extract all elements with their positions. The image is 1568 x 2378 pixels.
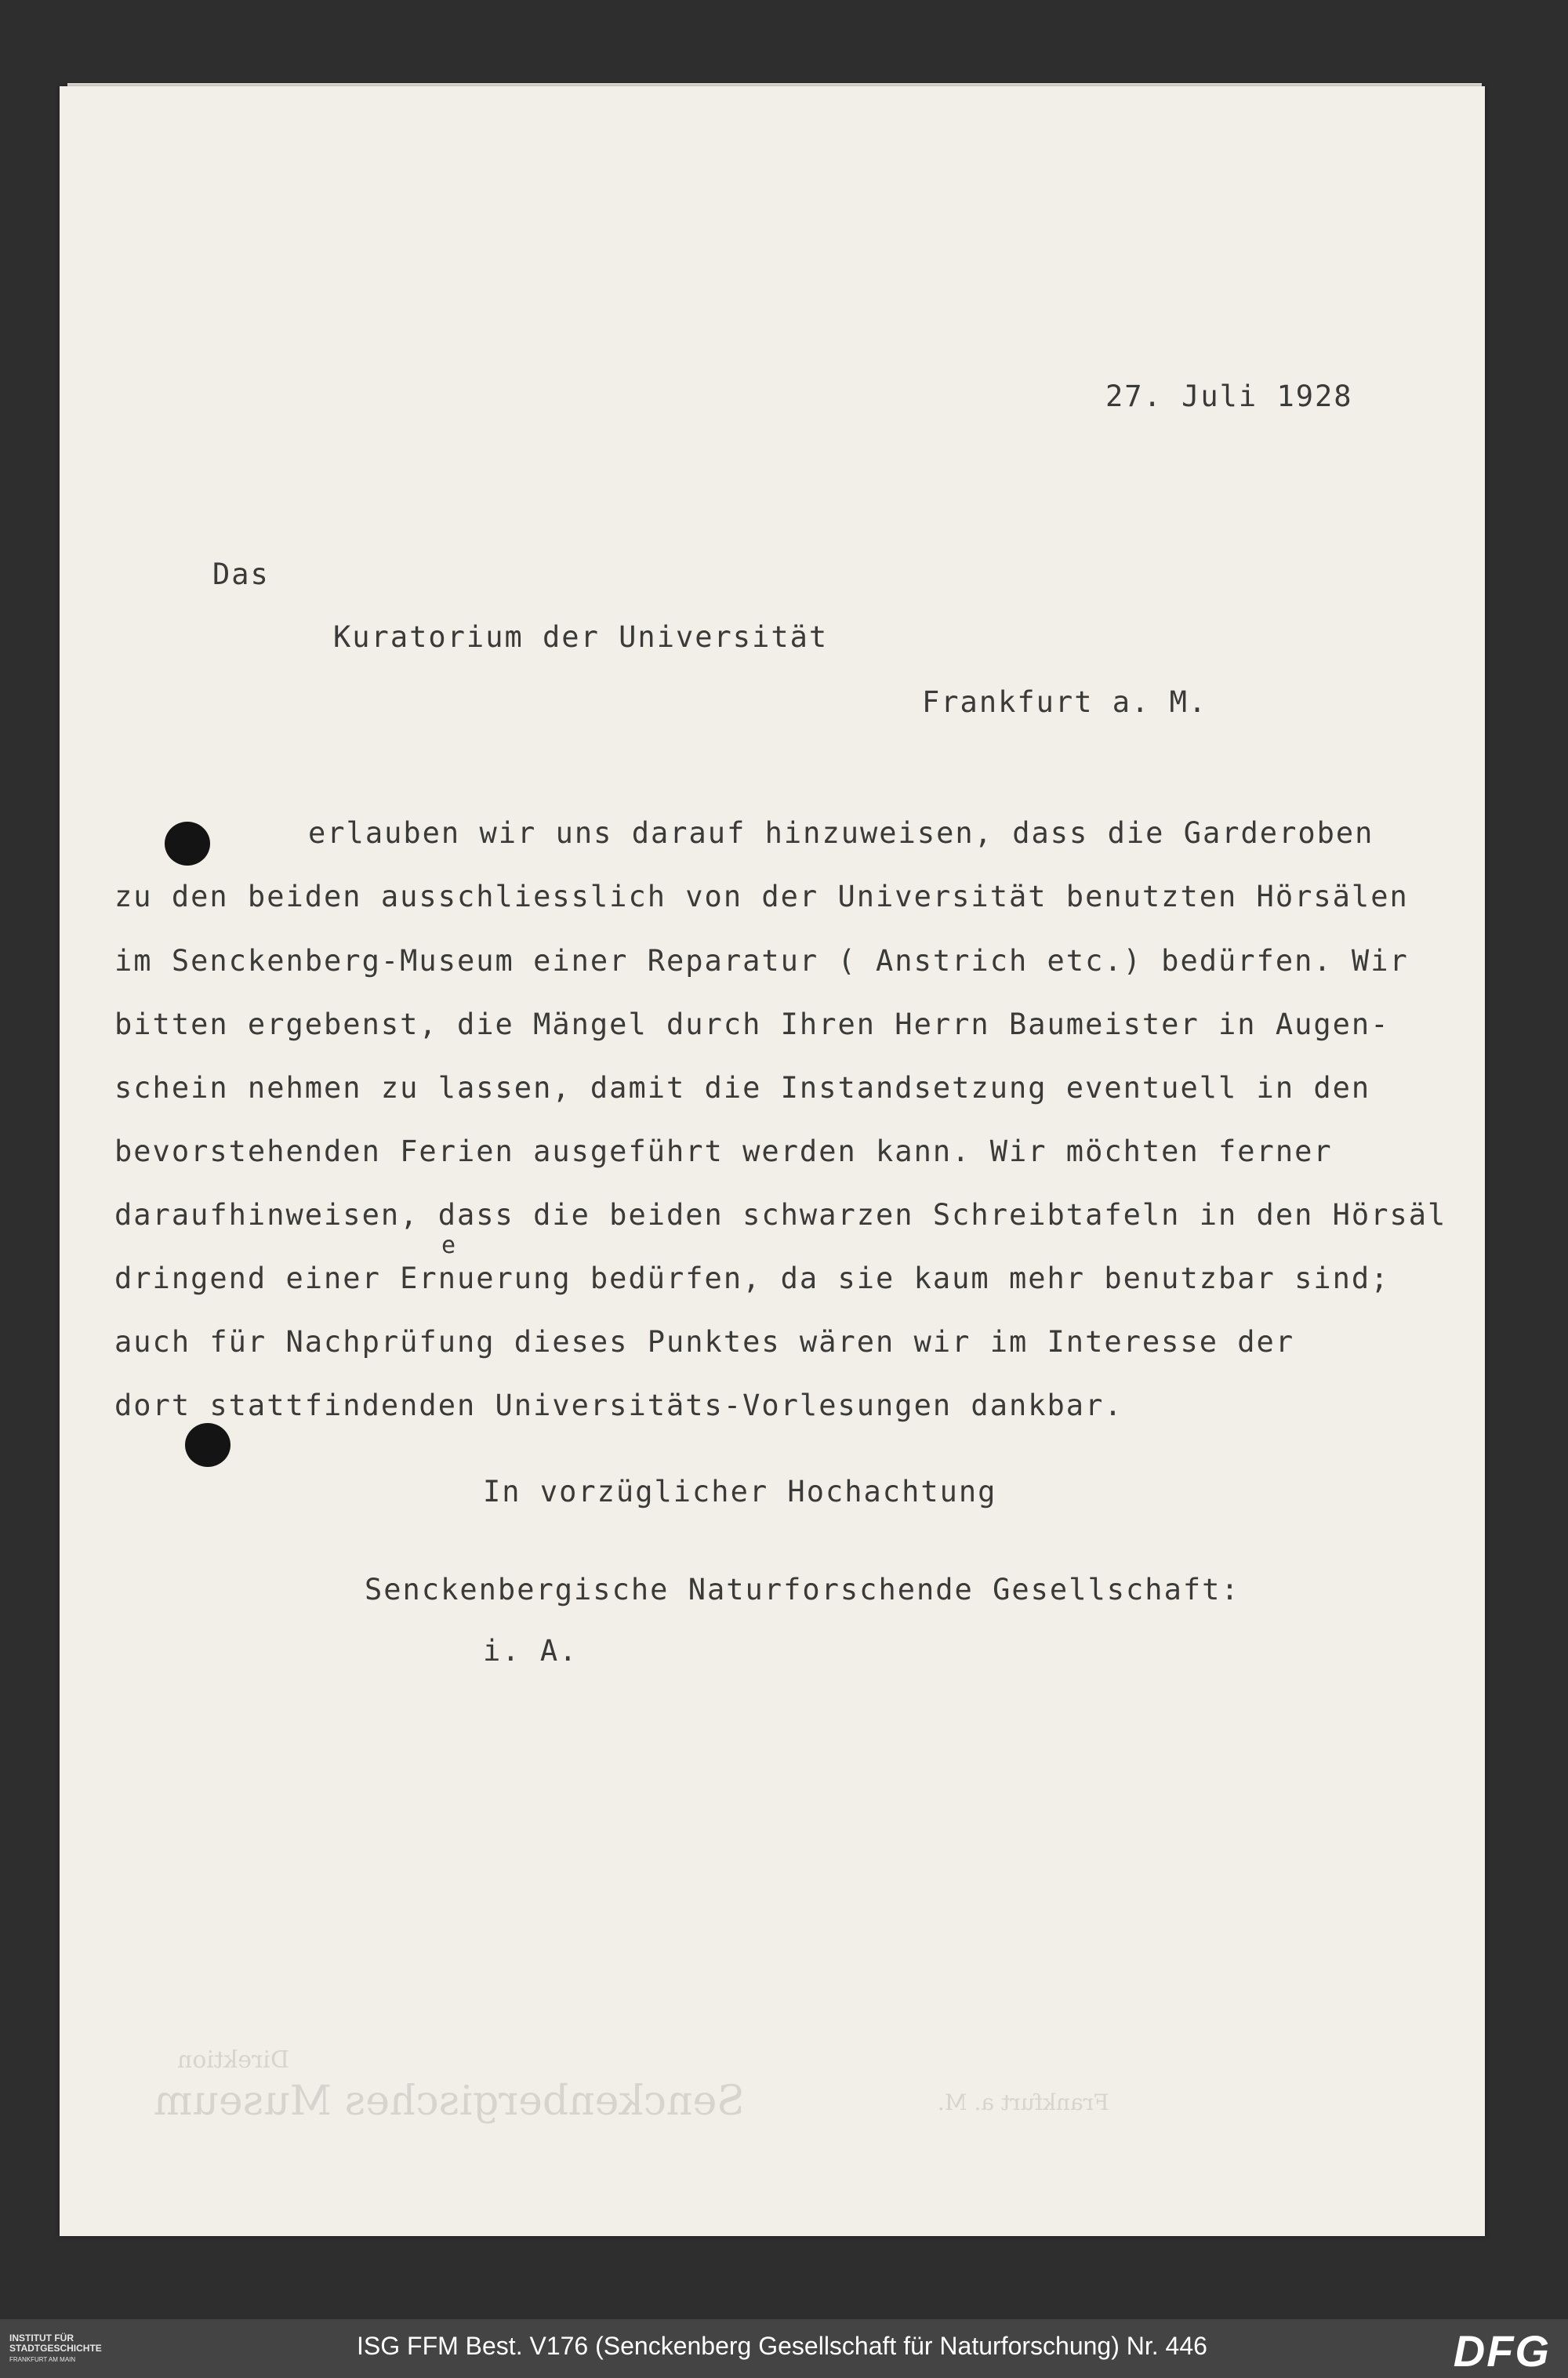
institute-line-2: STADTGESCHICHTE [9, 2343, 102, 2354]
body-line-9: auch für Nachprüfung dieses Punktes wären wir im Interesse der [114, 1325, 1295, 1359]
document-page [60, 86, 1485, 2236]
body-line-7: daraufhinweisen, dass die beiden schwarzen Schreibtafeln in den Hörsäl [114, 1198, 1447, 1232]
letter-sender: Senckenbergische Naturforschende Gesellschaft: [365, 1573, 1240, 1607]
letter-recipient: Kuratorium der Universität [333, 620, 829, 654]
archive-footer-bar [0, 2319, 1568, 2378]
signature-prefix: i. A. [483, 1634, 579, 1668]
institute-logo [9, 2333, 102, 2365]
punch-hole-bottom [185, 1423, 230, 1467]
letter-date: 27. Juli 1928 [1105, 379, 1353, 413]
body-line-2: zu den beiden ausschliesslich von der Universität benutzten Hörsälen [114, 880, 1409, 913]
bleed-through-text-left: Senckenbergisches Museum [154, 2078, 745, 2125]
institute-line-3: FRANKFURT AM MAIN [9, 2356, 76, 2363]
body-line-1: erlauben wir uns darauf hinzuweisen, dass die Garderoben [308, 816, 1374, 850]
letter-city: Frankfurt a. M. [922, 685, 1208, 719]
institute-line-1: INSTITUT FÜR [9, 2333, 74, 2344]
bleed-through-text-left-2: Direktion [177, 2046, 289, 2074]
body-line-10: dort stattfindenden Universitäts-Vorlesungen dankbar. [114, 1389, 1123, 1422]
body-line-5: schein nehmen zu lassen, damit die Instandsetzung eventuell in den [114, 1071, 1371, 1105]
body-line-4: bitten ergebenst, die Mängel durch Ihren Herrn Baumeister in Augen- [114, 1007, 1390, 1041]
body-line-6: bevorstehenden Ferien ausgeführt werden kann. Wir möchten ferner [114, 1135, 1333, 1168]
body-line-8: dringend einer Ernuerung bedürfen, da sie kaum mehr benutzbar sind; [114, 1262, 1390, 1295]
bleed-through-text-right: Frankfurt a. M. [938, 2089, 1109, 2115]
letter-salutation: Das [212, 557, 270, 591]
dfg-logo: DFG [1453, 2326, 1551, 2376]
correction-mark: e [441, 1232, 458, 1259]
letter-closing: In vorzüglicher Hochachtung [483, 1475, 997, 1508]
body-line-3: im Senckenberg-Museum einer Reparatur ( Anstrich etc.) bedürfen. Wir [114, 944, 1409, 978]
archive-caption: ISG FFM Best. V176 (Senckenberg Gesellschaft für Naturforschung) Nr. 446 [357, 2332, 1207, 2360]
punch-hole-top [165, 822, 210, 866]
